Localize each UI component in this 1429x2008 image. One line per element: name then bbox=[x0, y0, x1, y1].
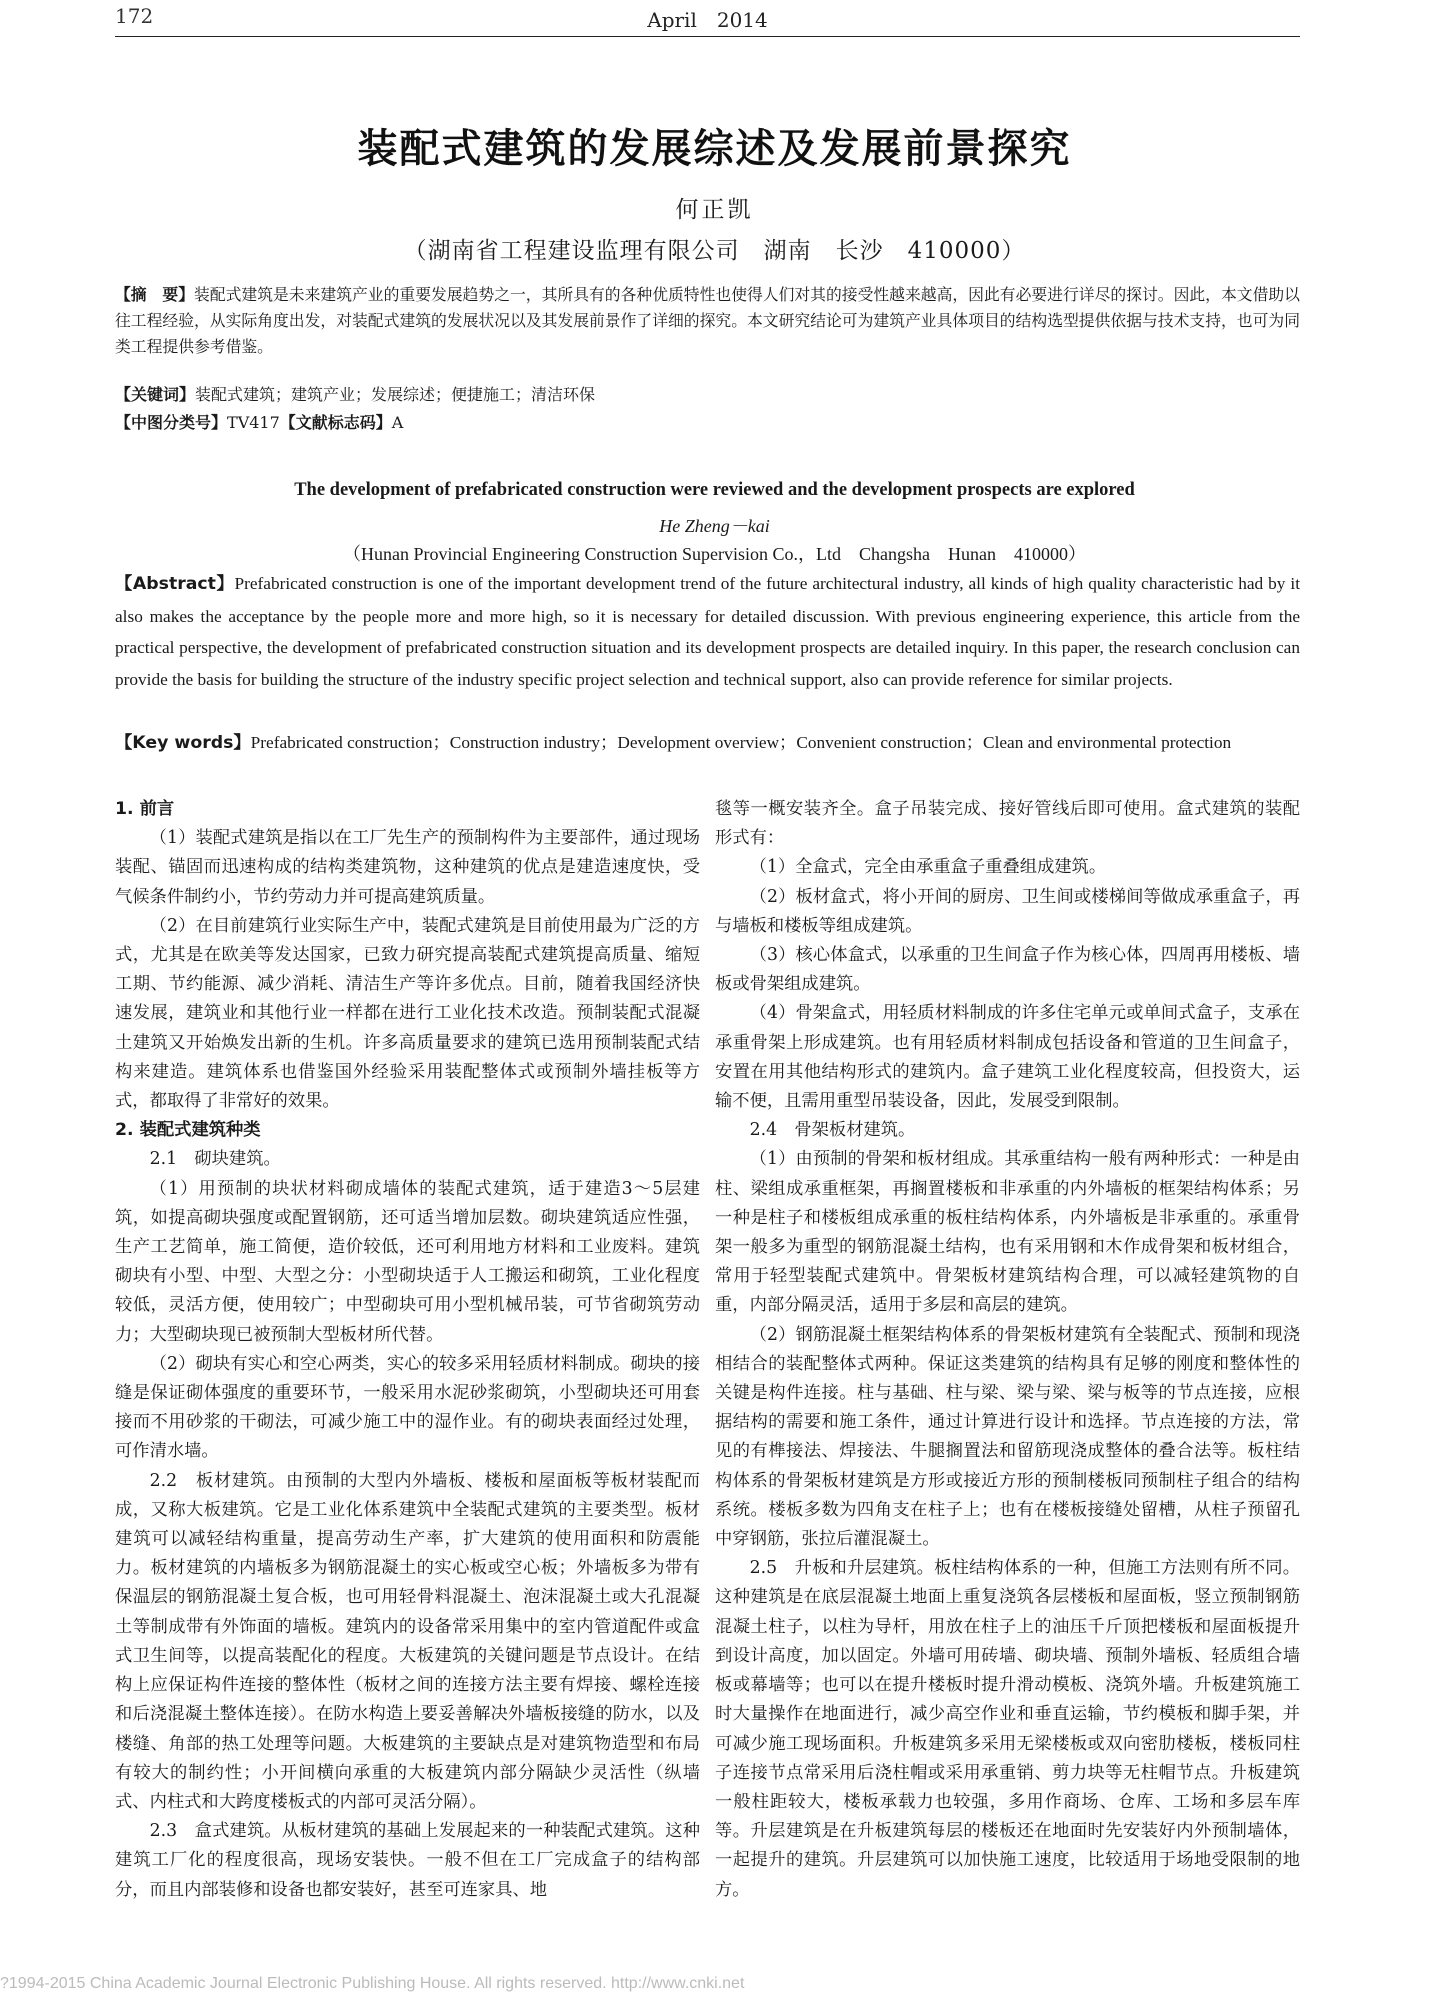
paragraph: （3）核心体盒式，以承重的卫生间盒子作为核心体，四周再用楼板、墙板或骨架组成建筑。 bbox=[715, 945, 1300, 995]
doc-label: 【文献标志码】 bbox=[279, 413, 392, 432]
english-author: He Zheng－kai bbox=[659, 516, 770, 536]
section-2-1-heading: 2.1 砌块建筑。 bbox=[149, 1149, 281, 1170]
english-keywords-text: Prefabricated construction；Construction industry；Development overview；Convenient construction；Clean and environmental protection bbox=[250, 733, 1232, 752]
doc-value: A bbox=[391, 413, 404, 432]
chinese-abstract-text: 装配式建筑是未来建筑产业的重要发展趋势之一，其所具有的各种优质特性也使得人们对其的接受性越来越高，因此有必要进行详尽的探讨。因此，本文借助以往工程经验，从实际角度出发，对装配式建筑的发展状况以及其发展前景作了详细的探究。本文研究结论可为建筑产业具体项目的结构选型提供依据与技术支持，也可为同类工程提供参考借鉴。 bbox=[115, 285, 1300, 356]
page-header bbox=[115, 2, 1300, 36]
paragraph: （2）在目前建筑行业实际生产中，装配式建筑是目前使用最为广泛的方式，尤其是在欧美等发达国家，已致力研究提高装配式建筑提高质量、缩短工期、节约能源、减少消耗、清洁生产等许多优点。目前，随着我国经济快速发展，建筑业和其他行业一样都在进行工业化技术改造。预制装配式混凝土建筑又开始焕发出新的生机。许多高质量要求的建筑已选用预制装配式结构来建造。建筑体系也借鉴国外经验采用装配整体式或预制外墙挂板等方式，都取得了非常好的效果。 bbox=[115, 915, 700, 1112]
paragraph: （2）钢筋混凝土框架结构体系的骨架板材建筑有全装配式、预制和现浇相结合的装配整体式两种。保证这类建筑的结构具有足够的刚度和整体性的关键是构件连接。柱与基础、柱与梁、梁与梁、梁与板等的节点连接，应根据结构的需要和施工条件，通过计算进行设计和选择。节点连接的方法，常见的有榫接法、焊接法、牛腿搁置法和留筋现浇成整体的叠合法等。板柱结构体系的骨架板材建筑是方形或接近方形的预制楼板同预制柱子组合的结构系统。楼板多数为四角支在柱子上；也有在楼板接缝处留槽，从柱子预留孔中穿钢筋，张拉后灌混凝土。 bbox=[715, 1324, 1300, 1550]
left-column bbox=[115, 795, 700, 1905]
copyright-watermark: ?1994-2015 China Academic Journal Electronic Publishing House. All rights reserved. http://www.cnki.net bbox=[0, 1975, 745, 1992]
english-affiliation: （Hunan Provincial Engineering Construction Supervision Co.，Ltd Changsha Hunan 410000） bbox=[343, 544, 1086, 564]
paragraph: （2）板材盒式，将小开间的厨房、卫生间或楼梯间等做成承重盒子，再与墙板和楼板等组成建筑。 bbox=[715, 886, 1300, 936]
chinese-keywords bbox=[115, 382, 1300, 405]
section-2-5-paragraph: 2.5 升板和升层建筑。板柱结构体系的一种，但施工方法则有所不同。这种建筑是在底层混凝土地面上重复浇筑各层楼板和屋面板，竖立预制钢筋混凝土柱子，以柱为导杆，用放在柱子上的油压千斤顶把楼板和屋面板提升到设计高度，加以固定。外墙可用砖墙、砌块墙、预制外墙板、轻质组合墙板或幕墙等；也可以在提升楼板时提升滑动模板、浇筑外墙。升板建筑施工时大量操作在地面进行，减少高空作业和垂直运输，节约模板和脚手架，并可减少施工现场面积。升板建筑多采用无梁楼板或双向密肋楼板，楼板同柱子连接节点常采用后浇柱帽或采用承重销、剪力块等无柱帽节点。升板建筑一般柱距较大，楼板承载力也较强，多用作商场、仓库、工场和多层车库等。升层建筑是在升板建筑每层的楼板还在地面时先安装好内外预制墙体，一起提升的建筑。升层建筑可以加快施工速度，比较适用于场地受限制的地方。 bbox=[715, 1558, 1300, 1900]
chinese-title: 装配式建筑的发展综述及发展前景探究 bbox=[357, 126, 1072, 172]
chinese-keywords-label: 【关键词】 bbox=[115, 385, 196, 404]
paragraph: （4）骨架盒式，用轻质材料制成的许多住宅单元或单间式盒子，支承在承重骨架上形成建筑。也有用轻质材料制成包括设备和管道的卫生间盒子，安置在用其他结构形式的建筑内。盒子建筑工业化程度较高，但投资大，运输不便，且需用重型吊装设备，因此，发展受到限制。 bbox=[715, 1003, 1300, 1112]
section-1-heading: 1. 前言 bbox=[115, 799, 175, 819]
english-keywords bbox=[115, 728, 1300, 753]
section-2-3-paragraph: 2.3 盒式建筑。从板材建筑的基础上发展起来的一种装配式建筑。这种建筑工厂化的程度很高，现场安装快。一般不但在工厂完成盒子的结构部分，而且内部装修和设备也都安装好，甚至可连家具、地 bbox=[115, 1821, 700, 1900]
english-abstract-label: 【Abstract】 bbox=[115, 574, 235, 594]
section-2-2-paragraph: 2.2 板材建筑。由预制的大型内外墙板、楼板和屋面板等板材装配而成，又称大板建筑。它是工业化体系建筑中全装配式建筑的主要类型。板材建筑可以减轻结构重量，提高劳动生产率，扩大建筑的使用面积和防震能力。板材建筑的内墙板多为钢筋混凝土的实心板或空心板；外墙板多为带有保温层的钢筋混凝土复合板，也可用轻骨料混凝土、泡沫混凝土或大孔混凝土等制成带有外饰面的墙板。建筑内的设备常采用集中的室内管道配件或盒式卫生间等，以提高装配化的程度。大板建筑的关键问题是节点设计。在结构上应保证构件连接的整体性（板材之间的连接方法主要有焊接、螺栓连接和后浇混凝土整体连接）。在防水构造上要妥善解决外墙板接缝的防水，以及楼缝、角部的热工处理等问题。大板建筑的主要缺点是对建筑物造型和布局有较大的制约性；小开间横向承重的大板建筑内部分隔缺少灵活性（纵墙式、内柱式和大跨度楼板式的内部可灵活分隔）。 bbox=[115, 1470, 700, 1812]
class-value: TV417 bbox=[227, 413, 280, 432]
chinese-author: 何正凯 bbox=[675, 197, 754, 223]
section-2-4-heading: 2.4 骨架板材建筑。 bbox=[749, 1120, 916, 1141]
issue-date: April 2014 bbox=[647, 8, 768, 32]
classification-line bbox=[115, 410, 1300, 433]
english-abstract-text: Prefabricated construction is one of the important development trend of the future architectural industry, all kinds of high quality characteristic had by it also makes the acceptance by the people more and more high, so it is necessary for detailed discussion. With previous engineering experience, this article from the practical perspective, the development of prefabricated construction situation and its development prospects are detailed inquiry. In this paper, the research conclusion can provide the basis for building the structure of the industry specific project selection and technical support, also can provide reference for similar projects. bbox=[115, 574, 1301, 689]
chinese-abstract-label: 【摘 要】 bbox=[115, 285, 194, 304]
page-number: 172 bbox=[115, 4, 154, 28]
paragraph: （1）全盒式，完全由承重盒子重叠组成建筑。 bbox=[749, 857, 1107, 878]
paragraph: 毯等一概安装齐全。盒子吊装完成、接好管线后即可使用。盒式建筑的装配形式有： bbox=[715, 799, 1300, 849]
paragraph: （1）装配式建筑是指以在工厂先生产的预制构件为主要部件，通过现场装配、锚固而迅速构成的结构类建筑物，这种建筑的优点是建造速度快，受气候条件制约小，节约劳动力并可提高建筑质量。 bbox=[115, 828, 700, 907]
class-label: 【中图分类号】 bbox=[115, 413, 228, 432]
right-column bbox=[715, 795, 1300, 1905]
chinese-abstract bbox=[115, 282, 1300, 360]
english-title: The development of prefabricated construction were reviewed and the development prospects are explored bbox=[294, 480, 1135, 500]
section-2-heading: 2. 装配式建筑种类 bbox=[115, 1120, 261, 1141]
paragraph: （1）用预制的块状材料砌成墙体的装配式建筑，适于建造3～5层建筑，如提高砌块强度或配置钢筋，还可适当增加层数。砌块建筑适应性强，生产工艺简单，施工简便，造价较低，还可利用地方材料和工业废料。建筑砌块有小型、中型、大型之分：小型砌块适于人工搬运和砌筑，工业化程度较低，灵活方便，使用较广；中型砌块可用小型机械吊装，可节省砌筑劳动力；大型砌块现已被预制大型板材所代替。 bbox=[115, 1178, 700, 1345]
english-keywords-label: 【Key words】 bbox=[115, 733, 251, 753]
header-rule bbox=[115, 36, 1300, 37]
chinese-keywords-text: 装配式建筑；建筑产业；发展综述；便捷施工；清洁环保 bbox=[195, 385, 596, 404]
paragraph: （2）砌块有实心和空心两类，实心的较多采用轻质材料制成。砌块的接缝是保证砌体强度的重要环节，一般采用水泥砂浆砌筑，小型砌块还可用套接而不用砂浆的干砌法，可减少施工中的湿作业。有的砌块表面经过处理，可作清水墙。 bbox=[115, 1353, 700, 1462]
chinese-affiliation: （湖南省工程建设监理有限公司 湖南 长沙 410000） bbox=[403, 238, 1026, 264]
paragraph: （1）由预制的骨架和板材组成。其承重结构一般有两种形式：一种是由柱、梁组成承重框架，再搁置楼板和非承重的内外墙板的框架结构体系；另一种是柱子和楼板组成承重的板柱结构体系，内外墙板是非承重的。承重骨架一般多为重型的钢筋混凝土结构，也有采用钢和木作成骨架和板材组合，常用于轻型装配式建筑中。骨架板材建筑结构合理，可以减轻建筑物的自重，内部分隔灵活，适用于多层和高层的建筑。 bbox=[715, 1149, 1300, 1316]
english-abstract bbox=[115, 568, 1300, 695]
